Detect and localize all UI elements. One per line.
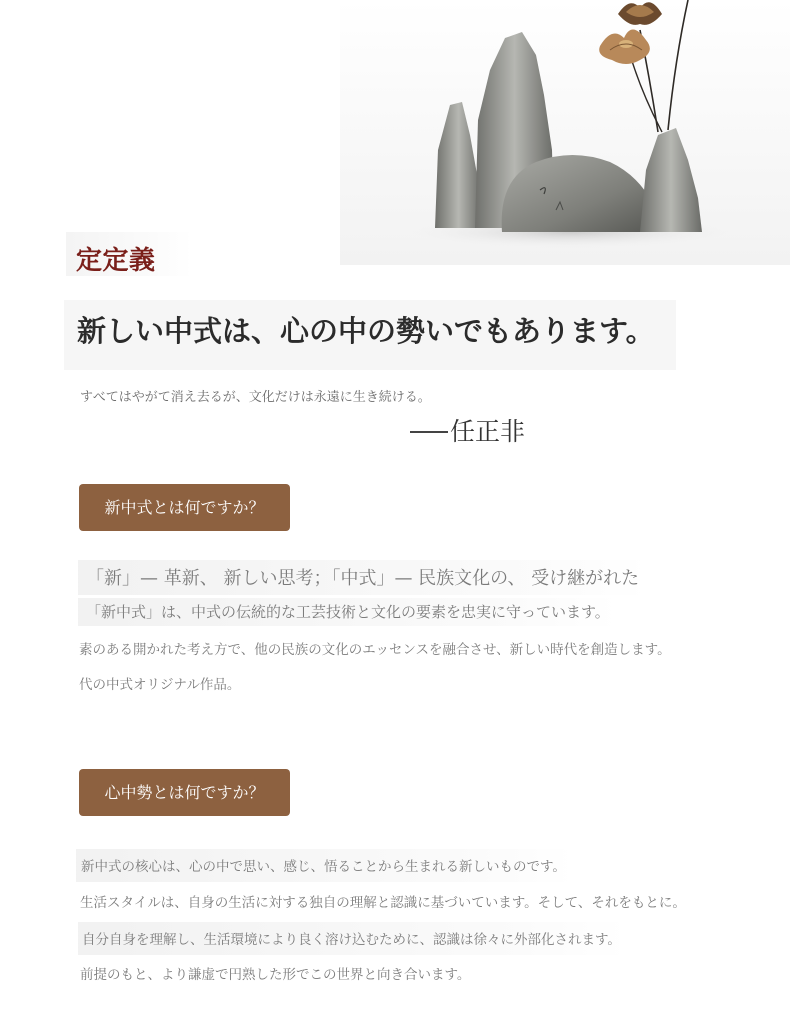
definition-label-box: [66, 232, 192, 276]
section2-button[interactable]: 心中勢とは何ですか？: [79, 769, 290, 816]
section1-line-4: 代の中式オリジナル作品。: [79, 677, 241, 693]
definition-label: 定定義: [76, 246, 156, 276]
section1-line-3: 素のある開かれた考え方で、他の民族の文化のエッセンスを融合させ、新しい時代を創造します。: [79, 642, 671, 658]
section1-line-1: 「新」— 革新、 新しい思考；「中式」— 民族文化の、 受け継がれた: [78, 560, 647, 595]
section1-line-2: 「新中式」は、中式の伝統的な工芸技術と文化の要素を忠実に守っています。: [78, 598, 618, 626]
section2-line-2: 生活スタイルは、自身の生活に対する独自の理解と認識に基づいています。そして、それをもとに。: [80, 895, 686, 911]
hero-stone-image: [340, 0, 790, 265]
page-headline: 新しい中式は、心の中の勢いでもあります。: [77, 314, 655, 348]
section2-line-1: 新中式の核心は、心の中で思い、感じ、悟ることから生まれる新しいものです。: [76, 849, 574, 882]
section2-line-4: 前提のもと、より謙虚で円熟した形でこの世界と向き合います。: [80, 967, 471, 983]
section1-button[interactable]: 新中式とは何ですか？: [79, 484, 290, 531]
section2-line-3: 自分自身を理解し、生活環境により良く溶け込むために、認識は徐々に外部化されます。: [78, 922, 627, 955]
quote-text: すべてはやがて消え去るが、文化だけは永遠に生き続ける。: [80, 390, 431, 405]
quote-author-name: 任正非: [450, 417, 526, 446]
em-dash-line: [410, 431, 448, 433]
headline-box: [64, 300, 676, 370]
quote-author: [410, 412, 525, 448]
